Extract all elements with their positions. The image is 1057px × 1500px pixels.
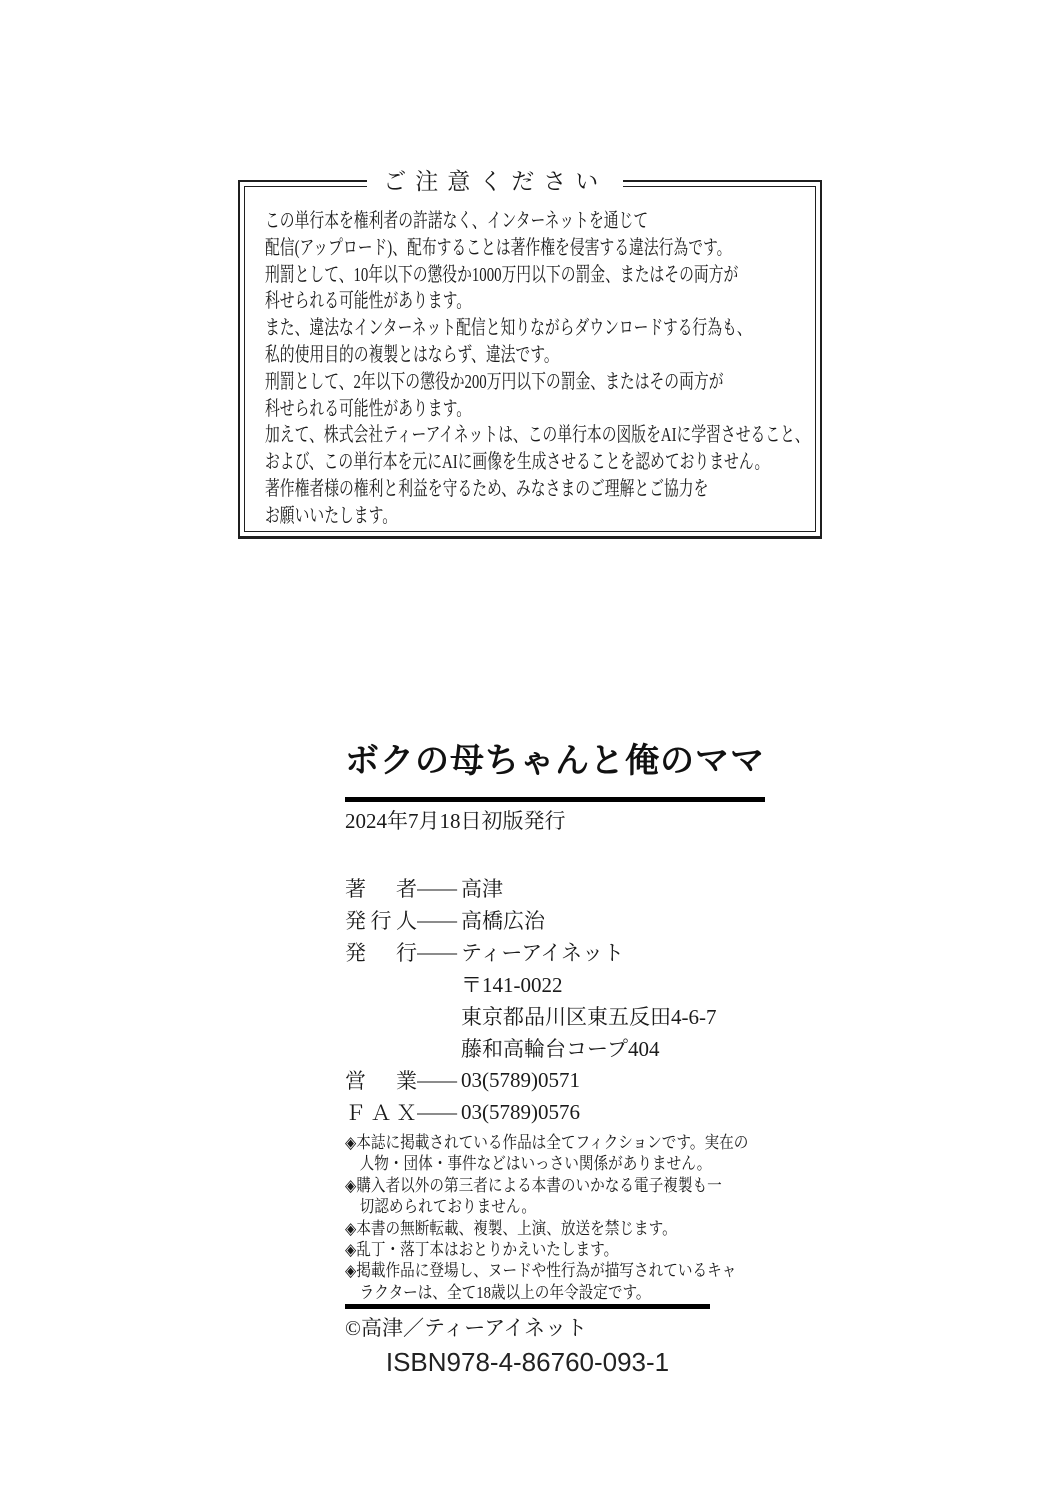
notice-text-line [265,208,805,235]
row-label: 発行人 [345,909,417,933]
copyright-line: ©高津／ティーアイネット [345,1316,588,1341]
note-text: 切認められておりません。 [345,1197,536,1217]
notice-text-line [265,342,805,369]
notice-text-line [265,476,805,503]
row-label: 著者 [345,877,417,901]
note-text: 人物・団体・事件などはいっさい関係がありません。 [345,1154,712,1174]
row-value: 高津 [461,877,503,901]
notice-text: この単行本を権利者の許諾なく、インターネットを通じて [265,210,649,232]
notice-text-line [265,369,805,396]
row-label: 発行 [345,941,417,965]
publication-row [345,872,775,904]
publication-row [345,1000,775,1032]
row-dash-connector: —— [417,1099,455,1124]
publication-row [345,968,775,1000]
publication-row [345,1032,775,1064]
row-label: 営業 [345,1069,417,1093]
copyright-notice-box [238,169,822,539]
notice-text-line [265,262,805,289]
note-text: ラクターは、全て18歳以上の年令設定です。 [345,1282,651,1302]
row-value: 03(5789)0576 [461,1099,580,1124]
edition-date: 2024年7月18日初版発行 [345,809,566,833]
note-line [345,1239,769,1260]
publication-row [345,936,775,968]
notice-text-line [265,235,805,262]
row-value: ティーアイネット [461,941,625,965]
notice-text-line [265,288,805,315]
publication-row [345,1064,775,1096]
notice-text: また、違法なインターネット配信と知りながらダウンロードする行為も、 [265,317,752,340]
notice-text: 配信(アップロード)、配布することは著作権を侵害する違法行為です。 [265,236,732,259]
note-text: ◈乱丁・落丁本はおとりかえいたします。 [345,1239,619,1259]
note-line [345,1196,769,1217]
notice-text: 加えて、株式会社ティーアイネットは、この単行本の図版をAIに学習させること、 [265,424,810,447]
notice-text-line [265,449,805,476]
notice-text: 私的使用目的の複製とはならず、違法です。 [265,343,559,366]
note-line [345,1132,769,1153]
isbn: ISBN978-4-86760-093-1 [385,1347,670,1378]
note-line [345,1175,769,1196]
row-value: 03(5789)0571 [461,1067,580,1092]
row-dash-connector: —— [417,875,455,900]
notice-text: 科せられる可能性があります。 [265,290,472,313]
notice-text-line [265,315,805,342]
row-value: 東京都品川区東五反田4-6-7 [461,1005,717,1029]
publication-rows [345,872,775,1128]
notice-text-line [265,503,805,530]
notice-text: 刑罰として、2年以下の懲役か200万円以下の罰金、またはその両方が [265,370,724,393]
row-dash-connector: —— [417,939,455,964]
note-text: ◈掲載作品に登場し、ヌードや性行為が描写されているキャ [345,1261,737,1281]
notice-text: および、この単行本を元にAIに画像を生成させることを認めておりません。 [265,451,770,474]
colophon-block [345,740,775,1377]
row-value: 高橋広治 [461,909,545,933]
note-text: ◈購入者以外の第三者による本書のいかなる電子複製も一 [345,1175,722,1195]
notice-text: 著作権者様の権利と利益を守るため、みなさまのご理解とご協力を [265,477,709,500]
row-value: 〒141-0022 [461,973,563,997]
disclaimer-notes [345,1132,769,1303]
notice-text-line [265,396,805,423]
note-line [345,1153,769,1174]
row-value: 藤和高輪台コープ404 [461,1037,660,1061]
row-dash-connector: —— [417,1067,455,1092]
note-text: ◈本誌に掲載されている作品は全てフィクションです。実在の [345,1133,749,1152]
notice-text-line [265,422,810,449]
publication-row [345,1096,775,1128]
notice-text: お願いいたします。 [265,504,398,527]
notice-box-body [244,186,816,532]
notice-text: 刑罰として、10年以下の懲役か1000万円以下の罰金、またはその両方が [265,263,739,286]
row-label: ＦＡＸ [345,1101,417,1125]
publication-row [345,904,775,936]
note-line [345,1282,769,1303]
title-divider-rule [345,797,765,802]
notice-box-title: ご注意ください [367,168,623,196]
row-dash-connector: —— [417,907,455,932]
note-line [345,1218,769,1239]
note-line [345,1260,769,1281]
notice-text: 科せられる可能性があります。 [265,397,472,420]
bottom-divider-rule [345,1304,710,1309]
note-text: ◈本書の無断転載、複製、上演、放送を禁じます。 [345,1218,677,1238]
book-title: ボクの母ちゃんと俺のママ [345,743,765,780]
